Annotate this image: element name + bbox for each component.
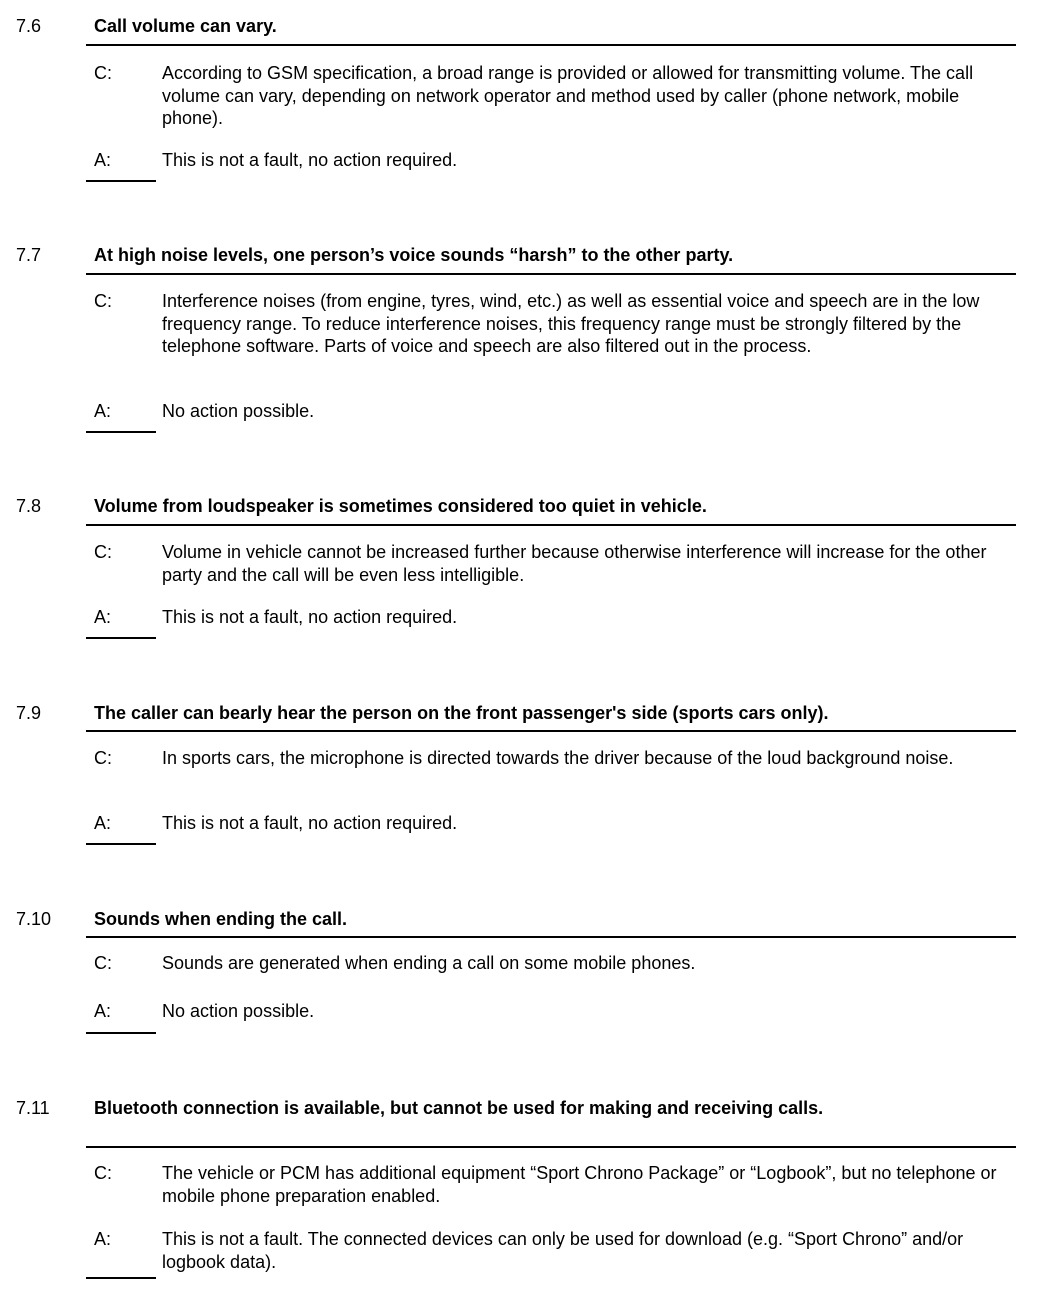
section-number: 7.11	[16, 1098, 50, 1118]
action-text: No action possible.	[162, 401, 315, 421]
cause-text: According to GSM specification, a broad range is provided or allowed for transmitting volume. The call volume can vary, depending on network operator and method used by caller (phone network, mobile phone).	[162, 63, 974, 128]
cause-text: In sports cars, the microphone is directed towards the driver because of the loud background noise.	[162, 748, 954, 768]
cause-label: C:	[94, 542, 112, 562]
cause-label: C:	[94, 291, 112, 311]
action-text: This is not a fault. The connected devices can only be used for download (e.g. “Sport Chrono” and/or logbook data).	[162, 1229, 964, 1272]
section-number: 7.6	[16, 16, 42, 36]
section-number: 7.10	[16, 909, 52, 929]
title-rule	[86, 273, 1016, 275]
action-text: No action possible.	[162, 1001, 315, 1021]
end-rule	[86, 1277, 156, 1279]
action-text: This is not a fault, no action required.	[162, 813, 458, 833]
action-label: A:	[94, 401, 112, 421]
cause-label: C:	[94, 953, 112, 973]
title-rule	[86, 936, 1016, 938]
end-rule	[86, 180, 156, 182]
section-title: Call volume can vary.	[94, 16, 277, 36]
end-rule	[86, 431, 156, 433]
action-label: A:	[94, 1001, 112, 1021]
action-text: This is not a fault, no action required.	[162, 607, 458, 627]
section-number: 7.9	[16, 703, 42, 723]
title-rule	[86, 1146, 1016, 1148]
cause-text: Sounds are generated when ending a call on some mobile phones.	[162, 953, 696, 973]
end-rule	[86, 843, 156, 845]
title-rule	[86, 524, 1016, 526]
action-label: A:	[94, 150, 112, 170]
cause-text: The vehicle or PCM has additional equipment “Sport Chrono Package” or “Logbook”, but no telephone or mobile phone preparation enabled.	[162, 1163, 997, 1206]
action-label: A:	[94, 1229, 112, 1249]
end-rule	[86, 1032, 156, 1034]
cause-text: Interference noises (from engine, tyres, wind, etc.) as well as essential voice and speech are in the low frequency range. To reduce interference noises, this frequency range must be strongly filtered by the telephone software. Parts of voice and speech are also filtered out in the process.	[162, 291, 980, 356]
section-title: Bluetooth connection is available, but cannot be used for making and receiving calls.	[94, 1098, 824, 1118]
action-label: A:	[94, 607, 112, 627]
section-title: Volume from loudspeaker is sometimes considered too quiet in vehicle.	[94, 496, 707, 516]
section-title: The caller can bearly hear the person on the front passenger's side (sports cars only).	[94, 703, 829, 723]
end-rule	[86, 637, 156, 639]
cause-label: C:	[94, 1163, 112, 1183]
cause-label: C:	[94, 63, 112, 83]
section-number: 7.8	[16, 496, 42, 516]
cause-text: Volume in vehicle cannot be increased further because otherwise interference will increase for the other party and the call will be even less intelligible.	[162, 542, 987, 585]
cause-label: C:	[94, 748, 112, 768]
section-title: At high noise levels, one person’s voice sounds “harsh” to the other party.	[94, 245, 734, 265]
section-number: 7.7	[16, 245, 42, 265]
title-rule	[86, 730, 1016, 732]
section-title: Sounds when ending the call.	[94, 909, 348, 929]
action-label: A:	[94, 813, 112, 833]
title-rule	[86, 44, 1016, 46]
action-text: This is not a fault, no action required.	[162, 150, 458, 170]
